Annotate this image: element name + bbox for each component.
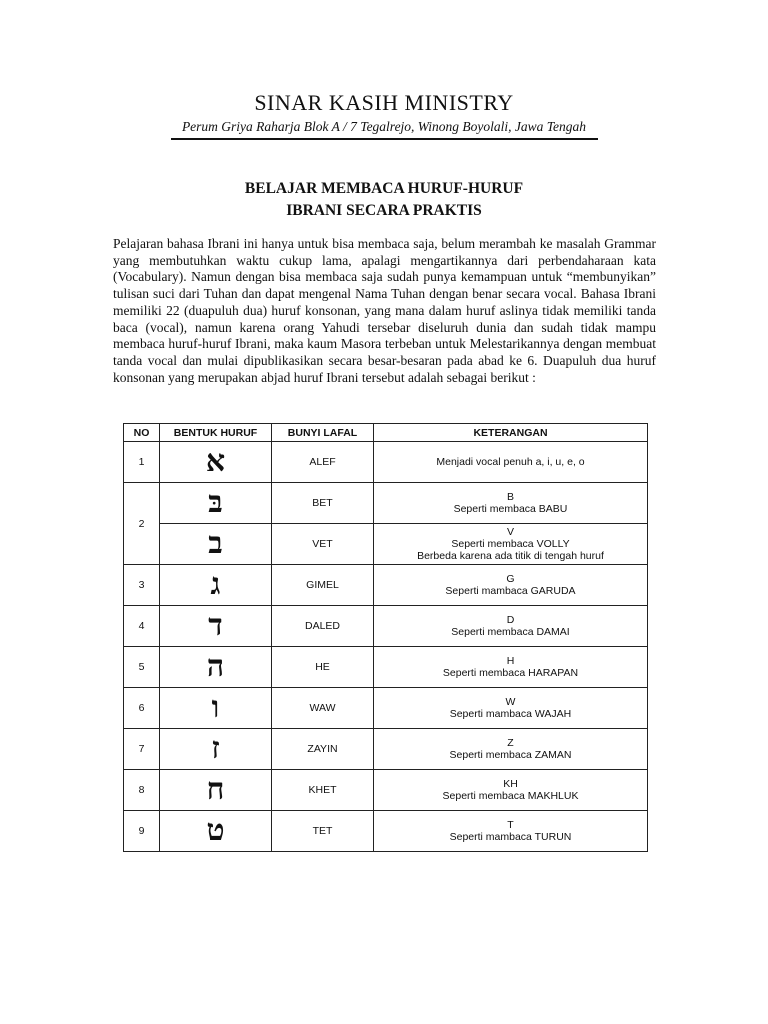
cell-keterangan	[374, 442, 648, 483]
cell-lafal: WAW	[272, 688, 374, 729]
hebrew-letter-glyph: ה	[206, 649, 225, 684]
keterangan-letter: KH	[503, 778, 518, 790]
cell-glyph	[160, 811, 272, 852]
keterangan-line: Seperti mambaca WAJAH	[449, 708, 572, 720]
keterangan-letter: W	[505, 696, 516, 708]
table-row	[124, 688, 648, 729]
document-title	[0, 178, 768, 222]
cell-glyph	[160, 483, 272, 524]
cell-keterangan	[374, 483, 648, 524]
cell-lafal: HE	[272, 647, 374, 688]
hebrew-letter-glyph: ב	[208, 526, 223, 561]
keterangan-letter: T	[507, 819, 514, 831]
keterangan-line: Seperti membaca ZAMAN	[449, 749, 572, 761]
table-row	[124, 565, 648, 606]
cell-no: 9	[124, 811, 160, 852]
keterangan-line: Seperti membaca VOLLY	[451, 538, 570, 550]
cell-no: 2	[124, 483, 160, 565]
keterangan-note: Berbeda karena ada titik di tengah huruf	[417, 550, 604, 562]
header-bunyi-lafal: BUNYI LAFAL	[272, 424, 374, 442]
cell-keterangan	[374, 565, 648, 606]
cell-glyph	[160, 647, 272, 688]
keterangan-letter: Z	[507, 737, 514, 749]
cell-lafal: ZAYIN	[272, 729, 374, 770]
hebrew-letter-glyph: ח	[206, 772, 225, 807]
cell-keterangan	[374, 688, 648, 729]
table-row	[124, 811, 648, 852]
keterangan-line: Seperti membaca DAMAI	[451, 626, 570, 638]
cell-glyph	[160, 524, 272, 565]
cell-keterangan	[374, 647, 648, 688]
header-divider	[171, 138, 598, 140]
header-no: NO	[124, 424, 160, 442]
cell-glyph	[160, 565, 272, 606]
cell-keterangan	[374, 729, 648, 770]
organization-title: SINAR KASIH MINISTRY	[254, 90, 514, 115]
hebrew-letter-glyph: ו	[211, 690, 220, 725]
cell-no: 4	[124, 606, 160, 647]
keterangan-letter: G	[506, 573, 515, 585]
cell-no: 8	[124, 770, 160, 811]
cell-lafal: DALED	[272, 606, 374, 647]
cell-glyph	[160, 729, 272, 770]
hebrew-letter-glyph: ג	[210, 567, 221, 602]
cell-lafal: ALEF	[272, 442, 374, 483]
table-row	[124, 524, 648, 565]
cell-no: 5	[124, 647, 160, 688]
cell-lafal: BET	[272, 483, 374, 524]
cell-no: 7	[124, 729, 160, 770]
keterangan-line: Seperti mambaca TURUN	[449, 831, 572, 843]
cell-glyph	[160, 770, 272, 811]
keterangan-letter: D	[506, 614, 515, 626]
hebrew-letter-glyph: ט	[206, 813, 225, 848]
cell-no: 3	[124, 565, 160, 606]
header-bentuk-huruf: BENTUK HURUF	[160, 424, 272, 442]
document-title-line-1: BELAJAR MEMBACA HURUF-HURUF	[244, 180, 524, 197]
hebrew-letter-glyph: ז	[211, 731, 220, 766]
cell-glyph	[160, 606, 272, 647]
hebrew-alphabet-table	[123, 423, 648, 852]
cell-keterangan	[374, 524, 648, 565]
cell-keterangan	[374, 770, 648, 811]
keterangan-line: Seperti membaca MAKHLUK	[442, 790, 579, 802]
hebrew-letter-glyph: א	[205, 444, 226, 479]
keterangan-line: Seperti membaca HARAPAN	[442, 667, 579, 679]
hebrew-letter-glyph: ד	[208, 608, 223, 643]
keterangan-line: Seperti mambaca GARUDA	[445, 585, 576, 597]
intro-text: Pelajaran bahasa Ibrani ini hanya untuk bisa membaca saja, belum merambah ke masalah Grammar yang membutuhkan waktu cukup lama, apalagi mengartikannya dari perbendaharaan kata (Vocabulary). Namun dengan bisa membaca saja sudah punya kemampuan untuk “membunyikan” tulisan suci dari Tuhan dan dapat mengenal Nama Tuhan dengan benar secara vocal. Bahasa Ibrani memiliki 22 (duapuluh dua) huruf konsonan, yang mana dalam huruf aslinya tidak memiliki tanda baca (vocal), namun karena orang Yahudi tersebar diseluruh dunia dan sudah tidak mampu membaca huruf-huruf Ibrani, maka kaum Masora terbeban untuk Melestarikannya dengan membuat tanda vocal dan mulai dipublikasikan secara besar-besaran pada abad ke 6. Duapuluh dua huruf konsonan yang merupakan abjad huruf Ibrani tersebut adalah sebagai berikut :	[113, 236, 656, 385]
keterangan-letter: V	[506, 526, 514, 538]
keterangan-letter: B	[506, 491, 514, 503]
keterangan-letter: H	[506, 655, 515, 667]
cell-glyph	[160, 442, 272, 483]
cell-lafal: TET	[272, 811, 374, 852]
document-title-line-2: IBRANI SECARA PRAKTIS	[286, 202, 482, 219]
intro-paragraph	[113, 236, 656, 386]
keterangan-line: Menjadi vocal penuh a, i, u, e, o	[436, 456, 585, 468]
cell-lafal: KHET	[272, 770, 374, 811]
cell-keterangan	[374, 811, 648, 852]
cell-lafal: VET	[272, 524, 374, 565]
cell-no: 6	[124, 688, 160, 729]
table-row	[124, 442, 648, 483]
hebrew-letter-glyph: בּ	[208, 485, 223, 520]
cell-no: 1	[124, 442, 160, 483]
table-row	[124, 770, 648, 811]
table-row	[124, 647, 648, 688]
cell-lafal: GIMEL	[272, 565, 374, 606]
table-row	[124, 483, 648, 524]
table-header-row	[124, 424, 648, 442]
organization-address: Perum Griya Raharja Blok A / 7 Tegalrejo, Winong Boyolali, Jawa Tengah	[181, 119, 587, 134]
header-keterangan: KETERANGAN	[374, 424, 648, 442]
keterangan-line: Seperti membaca BABU	[453, 503, 568, 515]
cell-glyph	[160, 688, 272, 729]
cell-keterangan	[374, 606, 648, 647]
table-row	[124, 606, 648, 647]
table-row	[124, 729, 648, 770]
